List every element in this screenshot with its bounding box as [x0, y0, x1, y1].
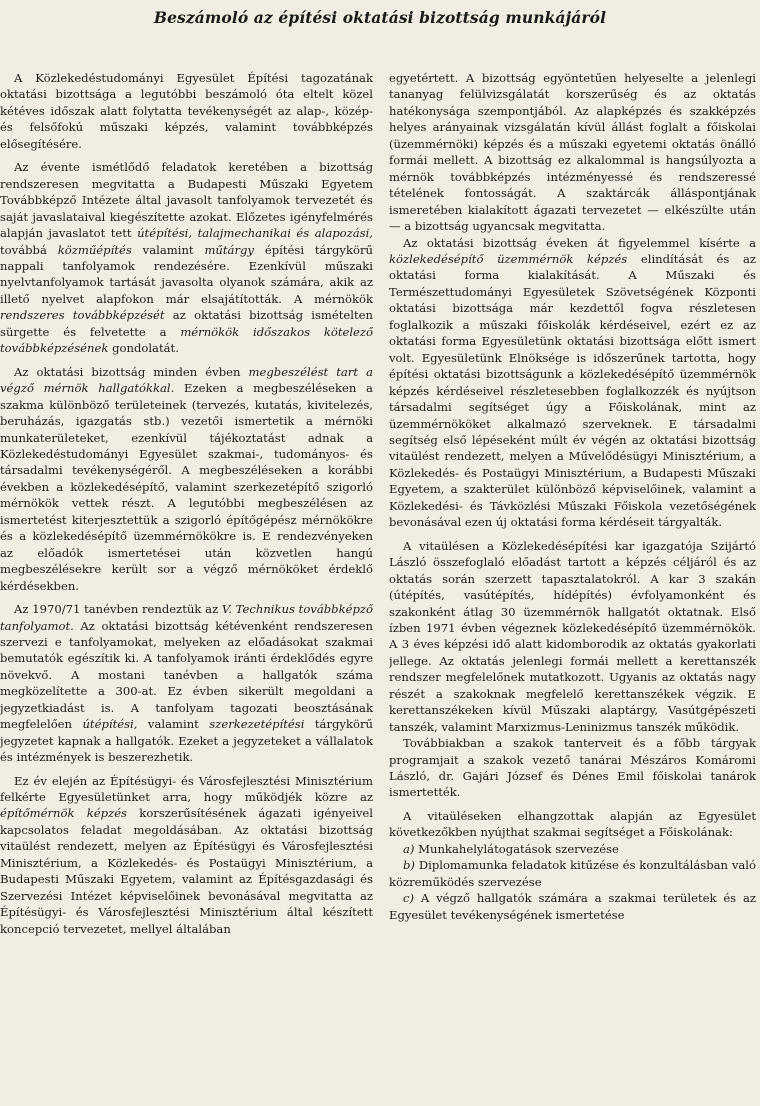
- right-column: [389, 70, 756, 1106]
- paragraph: egyetértett. A bizottság egyöntetűen helyeselte a jelenlegi tananyag felülvizsgálatát korszerűség és az oktatás hatékonysága szempontjából. Az alapképzés és szakképzés helyes arányainak vizsgálatán kívül állást foglalt a főiskolai (üzemmérnöki) képzés és a műszaki egyetemi oktatás önálló formái mellett. A bizottság ez alkalommal is hangsúlyozta a mérnök továbbképzés intézményessé és rendszeressé tételének fontosságát. A szaktárcák álláspontjának ismeretében kialakított ágazati tervezetet — elkészülte után — a bizottság ugyancsak megvitatta.: [389, 71, 756, 234]
- paragraph: Továbbiakban a szakok tanterveit és a főbb tárgyak programjait a szakok vezető tanárai Mészáros Komáromi László, dr. Gajári József és Dénes Emil főiskolai tanárok ismertették.: [389, 736, 756, 800]
- paragraph: Az oktatási bizottság éveken át figyelemmel kísérte a közlekedésépítő üzemmérnök képzés elindítását és az oktatási forma kialakítását. A Műszaki és Természettudományi Egyesületek Szövetségének Központi oktatási bizottsága már kezdettől fogva részletesen foglalkozik a műszaki főiskolák kérdéseivel, ezért ez az oktatási forma Egyesületünk oktatási bizottsága előtt ismert volt. Egyesületünk Elnöksége is időszerűnek tartotta, hogy építési oktatási bizottságunk a közlekedésépítő üzemmérnök képzés kérdéseivel részletesebben foglalkozzék és nyújtson társadalmi segítséget úgy a Főiskolának, mint az üzemmérnököket alkalmazó szerveknek. E társadalmi segítség első lépéseként múlt év végén az oktatási bizottság vitaülést rendezett, melyen a Művelődésügyi Minisztérium, a Közlekedés- és Postaügyi Minisztérium, a Budapesti Műszaki Egyetem, a szakterület különböző képviselőinek, valamint a Közlekedési- és Távközlési Műszaki Főiskola vezetőségének bevonásával ezen új oktatási forma kérdéseit tárgyalták.: [389, 235, 756, 530]
- paragraph: Az 1970/71 tanévben rendeztük az V. Technikus továbbképző tanfolyamot. Az oktatási bizottság kétévenként rendszeresen szervezi e tanfolyamokat, melyeken az előadásokat szakmai bemutatók egészítik ki. A tanfolyamok iránti érdeklődés egyre növekvő. A mostani tanévben a hallgatók száma megközelítette a 300-at. Ez évben sikerült megoldani a jegyzetkiadást is. A tanfolyam tagozati beosztásának megfelelően útépítési, valamint szerkezetépítési tárgykörű jegyzetet kapnak a hallgatók. Ezeket a jegyzeteket a vállalatok és intézmények is beszerezhetik.: [0, 602, 373, 765]
- article-title: Beszámoló az építési oktatási bizottság munkájáról: [153, 8, 607, 27]
- paragraph: A Közlekedéstudományi Egyesület Építési tagozatának oktatási bizottsága a legutóbbi beszámoló óta eltelt közel kétéves időszak alatt folytatta tevékenységét az alap-, közép- és felsőfokú műszaki képzés, valamint továbbképzés elősegítésére.: [0, 71, 373, 151]
- list-item: b) Diplomamunka feladatok kitűzése és konzultálásban való közreműködés szervezése: [389, 858, 756, 889]
- left-column: [0, 70, 373, 1106]
- paragraph: A vitaülésen a Közlekedésépítési kar igazgatója Szijártó László összefoglaló előadást tartott a képzés céljáról és az oktatás során szerzett tapasztalatokról. A kar 3 szakán (útépítés, vasútépítés, hídépítés) évfolyamonként és szakonként átlag 30 üzemmérnök hallgatót oktatnak. Első ízben 1971 évben végeznek közlekedésépítő üzemmérnökök. A 3 éves képzési idő alatt kidomborodik az oktatás gyakorlati jellege. Az oktatás jelenlegi formái mellett a kerettanszék rendszer megfelelőnek mutatkozott. Ugyanis az oktatás nagy részét a szakoknak megfelelő kerettanszékek végzik. E kerettanszékeken kívül Műszaki alaptárgy, Vasútgépészeti tanszék, valamint Marxizmus-Leninizmus tanszék működik.: [389, 538, 756, 734]
- paragraph: Az évente ismétlődő feladatok keretében a bizottság rendszeresen megvitatta a Budapesti Műszaki Egyetem Továbbképző Intézete által javasolt tanfolyamok tervezetét és saját javaslataival kiegészítette azokat. Előzetes igényfelmérés alapján javaslatot tett útépítési, talajmechanikai és alapozási, továbbá közműépítés valamint műtárgy építési tárgykörű nappali tanfolyamok rendezésére. Ezenkívül műszaki nyelvtanfolyamok tartását javasolta olyanok számára, akik az illető nyelvet alapfokon már elsajátították. A mérnökök rendszeres továbbképzését az oktatási bizottság ismételten sürgette és felvetette a mérnökök időszakos kötelező továbbképzésének gondolatát.: [0, 160, 373, 356]
- list-item: a) Munkahelylátogatások szervezése: [403, 841, 619, 856]
- list-item: c) A végző hallgatók számára a szakmai területek és az Egyesület tevékenységének ismertetése: [389, 891, 756, 922]
- paragraph: Az oktatási bizottság minden évben megbeszélést tart a végző mérnök hallgatókkal. Ezeken a megbeszéléseken a szakma különböző területeinek (tervezés, kutatás, kivitelezés, beruházás, igazgatás stb.) vezetői ismertetik a mérnöki munkaterületeket, ezenkívül tájékoztatást adnak a Közlekedéstudományi Egyesület szakmai-, tudományos- és társadalmi tevékenységéről. A megbeszéléseken a korábbi években a közlekedésépítő, valamint szerkezetépítő szigorló mérnökök vettek részt. A legutóbbi megbeszélésen az ismertetést kiterjesztettük a szigorló építőgépész mérnökökre és a közlekedésépítő üzemmérnökökre is. E rendezvényeken az előadók ismertetései után közvetlen hangú megbeszélésekre került sor a végző mérnököket érdeklő kérdésekben.: [0, 364, 373, 593]
- paragraph: Ez év elején az Építésügyi- és Városfejlesztési Minisztérium felkérte Egyesületünket arra, hogy működjék közre az építőmérnök képzés korszerűsítésének ágazati igényeivel kapcsolatos feladat megoldásában. Az oktatási bizottság vitaülést rendezett, melyen az Építésügyi és Városfejlesztési Minisztérium, a Közlekedés- és Postaügyi Minisztérium, a Budapesti Műszaki Egyetem, valamint az Építésgazdasági és Szervezési Intézet képviselőinek bevonásával megvitatta az Építésügyi- és Városfejlesztési Minisztérium által készített koncepció tervezetet, mellyel általában: [0, 773, 373, 936]
- paragraph: A vitaüléseken elhangzottak alapján az Egyesület következőkben nyújthat szakmai segítséget a Főiskolának:: [389, 808, 756, 840]
